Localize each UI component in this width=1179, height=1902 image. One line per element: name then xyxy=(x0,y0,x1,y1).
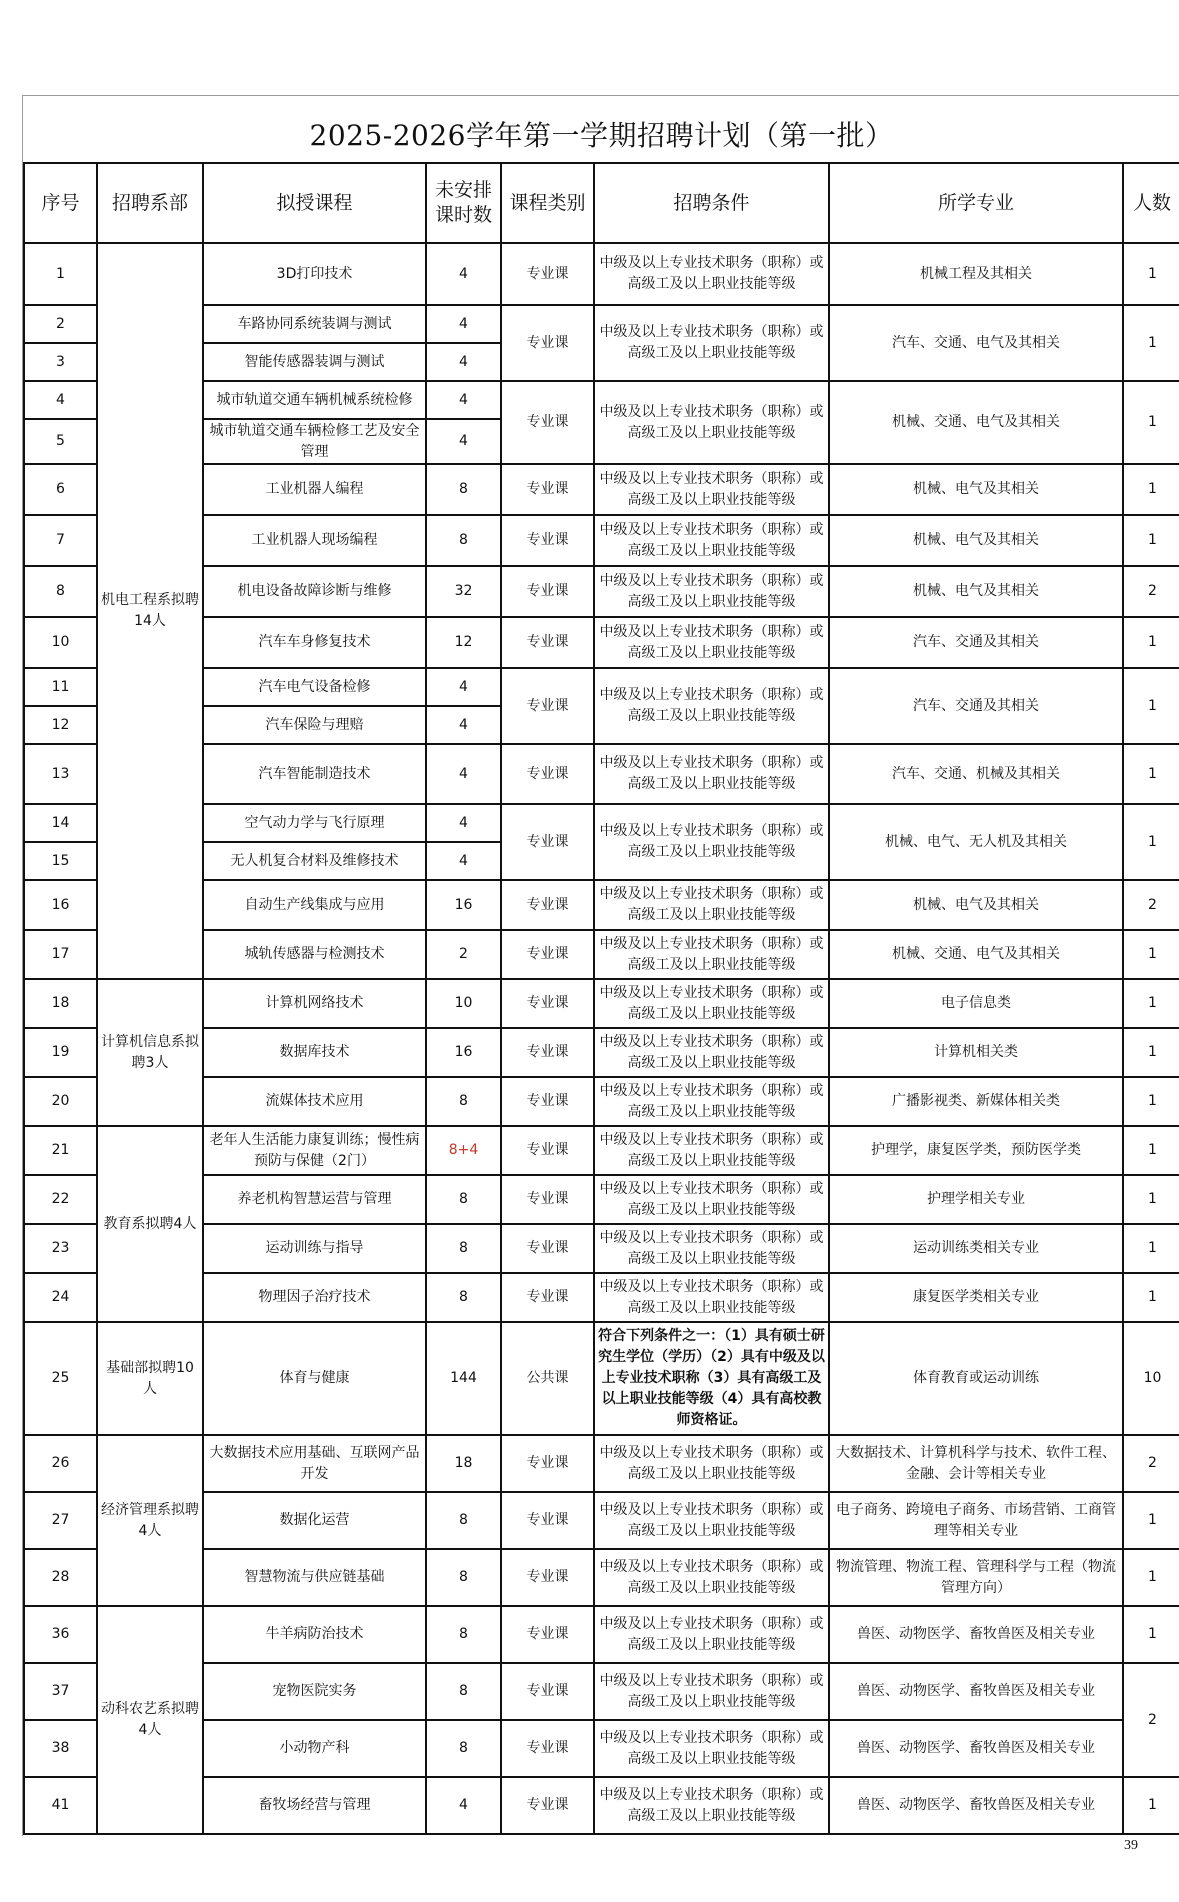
count-cell: 1 xyxy=(1123,668,1179,744)
major-cell: 汽车、交通及其相关 xyxy=(829,617,1123,668)
req-cell: 中级及以上专业技术职务（职称）或高级工及以上职业技能等级 xyxy=(594,1028,829,1077)
course-cell: 智能传感器装调与测试 xyxy=(203,343,426,381)
type-cell: 专业课 xyxy=(501,1273,594,1322)
course-cell: 牛羊病防治技术 xyxy=(203,1606,426,1663)
major-cell: 兽医、动物医学、畜牧兽医及相关专业 xyxy=(829,1663,1123,1720)
major-cell: 汽车、交通、电气及其相关 xyxy=(829,305,1123,381)
recruitment-sheet xyxy=(22,95,1179,1836)
header-dept: 招聘系部 xyxy=(97,163,203,243)
type-cell: 专业课 xyxy=(501,381,594,464)
seq-cell: 38 xyxy=(24,1720,97,1777)
count-cell: 1 xyxy=(1123,464,1179,515)
count-cell: 2 xyxy=(1123,1663,1179,1777)
hours-cell: 16 xyxy=(426,880,501,930)
page-title: 2025-2026学年第一学期招聘计划（第一批） xyxy=(309,119,894,152)
table-row xyxy=(24,1435,1179,1492)
seq-cell: 19 xyxy=(24,1028,97,1077)
seq-cell: 37 xyxy=(24,1663,97,1720)
hours-cell: 18 xyxy=(426,1435,501,1492)
type-cell: 专业课 xyxy=(501,930,594,979)
seq-cell: 17 xyxy=(24,930,97,979)
dept-cell: 机电工程系拟聘14人 xyxy=(97,243,203,979)
table-row xyxy=(24,1322,1179,1435)
major-cell: 机械、电气、无人机及其相关 xyxy=(829,804,1123,880)
count-cell: 1 xyxy=(1123,1273,1179,1322)
type-cell: 专业课 xyxy=(501,979,594,1028)
count-cell: 1 xyxy=(1123,1549,1179,1606)
count-cell: 1 xyxy=(1123,1606,1179,1663)
hours-cell: 16 xyxy=(426,1028,501,1077)
course-cell: 养老机构智慧运营与管理 xyxy=(203,1175,426,1224)
hours-cell: 12 xyxy=(426,617,501,668)
course-cell: 体育与健康 xyxy=(203,1322,426,1435)
course-cell: 汽车保险与理赔 xyxy=(203,706,426,744)
major-cell: 兽医、动物医学、畜牧兽医及相关专业 xyxy=(829,1777,1123,1834)
course-cell: 汽车车身修复技术 xyxy=(203,617,426,668)
type-cell: 专业课 xyxy=(501,566,594,617)
course-cell: 数据化运营 xyxy=(203,1492,426,1549)
req-cell: 中级及以上专业技术职务（职称）或高级工及以上职业技能等级 xyxy=(594,566,829,617)
hours-cell: 4 xyxy=(426,243,501,305)
req-cell: 中级及以上专业技术职务（职称）或高级工及以上职业技能等级 xyxy=(594,617,829,668)
req-cell: 中级及以上专业技术职务（职称）或高级工及以上职业技能等级 xyxy=(594,1663,829,1720)
seq-cell: 36 xyxy=(24,1606,97,1663)
req-cell: 中级及以上专业技术职务（职称）或高级工及以上职业技能等级 xyxy=(594,243,829,305)
seq-cell: 24 xyxy=(24,1273,97,1322)
course-cell: 数据库技术 xyxy=(203,1028,426,1077)
major-cell: 机械、电气及其相关 xyxy=(829,880,1123,930)
major-cell: 汽车、交通、机械及其相关 xyxy=(829,744,1123,804)
count-cell: 1 xyxy=(1123,930,1179,979)
req-cell: 中级及以上专业技术职务（职称）或高级工及以上职业技能等级 xyxy=(594,464,829,515)
dept-cell: 教育系拟聘4人 xyxy=(97,1126,203,1322)
course-cell: 自动生产线集成与应用 xyxy=(203,880,426,930)
seq-cell: 25 xyxy=(24,1322,97,1435)
seq-cell: 12 xyxy=(24,706,97,744)
hours-cell: 8 xyxy=(426,1549,501,1606)
req-cell: 中级及以上专业技术职务（职称）或高级工及以上职业技能等级 xyxy=(594,1549,829,1606)
table-row xyxy=(24,1126,1179,1175)
req-cell: 中级及以上专业技术职务（职称）或高级工及以上职业技能等级 xyxy=(594,1077,829,1126)
major-cell: 机械、电气及其相关 xyxy=(829,566,1123,617)
req-cell: 中级及以上专业技术职务（职称）或高级工及以上职业技能等级 xyxy=(594,1126,829,1175)
major-cell: 大数据技术、计算机科学与技术、软件工程、金融、会计等相关专业 xyxy=(829,1435,1123,1492)
count-cell: 1 xyxy=(1123,243,1179,305)
header-row xyxy=(24,163,1179,243)
type-cell: 专业课 xyxy=(501,668,594,744)
count-cell: 1 xyxy=(1123,305,1179,381)
hours-cell: 8 xyxy=(426,1175,501,1224)
course-cell: 畜牧场经营与管理 xyxy=(203,1777,426,1834)
header-type: 课程类别 xyxy=(501,163,594,243)
type-cell: 专业课 xyxy=(501,1777,594,1834)
hours-cell: 4 xyxy=(426,305,501,343)
major-cell: 护理学，康复医学类，预防医学类 xyxy=(829,1126,1123,1175)
hours-cell: 8+4 xyxy=(426,1126,501,1175)
major-cell: 机械、交通、电气及其相关 xyxy=(829,930,1123,979)
major-cell: 康复医学类相关专业 xyxy=(829,1273,1123,1322)
course-cell: 城市轨道交通车辆机械系统检修 xyxy=(203,381,426,419)
course-cell: 老年人生活能力康复训练；慢性病预防与保健（2门） xyxy=(203,1126,426,1175)
course-cell: 流媒体技术应用 xyxy=(203,1077,426,1126)
count-cell: 1 xyxy=(1123,744,1179,804)
seq-cell: 16 xyxy=(24,880,97,930)
course-cell: 小动物产科 xyxy=(203,1720,426,1777)
seq-cell: 4 xyxy=(24,381,97,419)
req-cell: 中级及以上专业技术职务（职称）或高级工及以上职业技能等级 xyxy=(594,1175,829,1224)
hours-cell: 8 xyxy=(426,1492,501,1549)
seq-cell: 2 xyxy=(24,305,97,343)
major-cell: 机械、交通、电气及其相关 xyxy=(829,381,1123,464)
seq-cell: 27 xyxy=(24,1492,97,1549)
type-cell: 专业课 xyxy=(501,305,594,381)
type-cell: 专业课 xyxy=(501,1549,594,1606)
req-cell: 中级及以上专业技术职务（职称）或高级工及以上职业技能等级 xyxy=(594,1606,829,1663)
hours-cell: 8 xyxy=(426,464,501,515)
course-cell: 汽车电气设备检修 xyxy=(203,668,426,706)
seq-cell: 23 xyxy=(24,1224,97,1273)
dept-cell: 基础部拟聘10人 xyxy=(97,1322,203,1435)
type-cell: 公共课 xyxy=(501,1322,594,1435)
type-cell: 专业课 xyxy=(501,1175,594,1224)
major-cell: 运动训练类相关专业 xyxy=(829,1224,1123,1273)
hours-cell: 4 xyxy=(426,419,501,464)
table-row xyxy=(24,243,1179,305)
count-cell: 2 xyxy=(1123,1435,1179,1492)
seq-cell: 22 xyxy=(24,1175,97,1224)
seq-cell: 10 xyxy=(24,617,97,668)
hours-cell: 144 xyxy=(426,1322,501,1435)
major-cell: 电子信息类 xyxy=(829,979,1123,1028)
hours-cell: 8 xyxy=(426,1606,501,1663)
table-row xyxy=(24,1606,1179,1663)
header-course: 拟授课程 xyxy=(203,163,426,243)
type-cell: 专业课 xyxy=(501,515,594,566)
count-cell: 1 xyxy=(1123,804,1179,880)
major-cell: 兽医、动物医学、畜牧兽医及相关专业 xyxy=(829,1720,1123,1777)
header-seq: 序号 xyxy=(24,163,97,243)
hours-cell: 8 xyxy=(426,1720,501,1777)
dept-cell: 经济管理系拟聘4人 xyxy=(97,1435,203,1606)
req-cell: 中级及以上专业技术职务（职称）或高级工及以上职业技能等级 xyxy=(594,930,829,979)
hours-cell: 4 xyxy=(426,744,501,804)
header-count: 人数 xyxy=(1123,163,1179,243)
seq-cell: 18 xyxy=(24,979,97,1028)
hours-cell: 4 xyxy=(426,706,501,744)
hours-cell: 32 xyxy=(426,566,501,617)
major-cell: 广播影视类、新媒体相关类 xyxy=(829,1077,1123,1126)
type-cell: 专业课 xyxy=(501,617,594,668)
course-cell: 智慧物流与供应链基础 xyxy=(203,1549,426,1606)
count-cell: 1 xyxy=(1123,1126,1179,1175)
type-cell: 专业课 xyxy=(501,1492,594,1549)
count-cell: 1 xyxy=(1123,617,1179,668)
seq-cell: 1 xyxy=(24,243,97,305)
course-cell: 计算机网络技术 xyxy=(203,979,426,1028)
course-cell: 物理因子治疗技术 xyxy=(203,1273,426,1322)
course-cell: 工业机器人现场编程 xyxy=(203,515,426,566)
count-cell: 2 xyxy=(1123,566,1179,617)
hours-cell: 4 xyxy=(426,804,501,842)
count-cell: 1 xyxy=(1123,1224,1179,1273)
course-cell: 大数据技术应用基础、互联网产品开发 xyxy=(203,1435,426,1492)
page-number: 39 xyxy=(1124,1838,1138,1853)
hours-cell: 2 xyxy=(426,930,501,979)
type-cell: 专业课 xyxy=(501,1435,594,1492)
count-cell: 1 xyxy=(1123,979,1179,1028)
type-cell: 专业课 xyxy=(501,1126,594,1175)
type-cell: 专业课 xyxy=(501,1720,594,1777)
type-cell: 专业课 xyxy=(501,1606,594,1663)
req-cell: 中级及以上专业技术职务（职称）或高级工及以上职业技能等级 xyxy=(594,1492,829,1549)
req-cell: 中级及以上专业技术职务（职称）或高级工及以上职业技能等级 xyxy=(594,1273,829,1322)
hours-cell: 8 xyxy=(426,1077,501,1126)
course-cell: 3D打印技术 xyxy=(203,243,426,305)
header-major: 所学专业 xyxy=(829,163,1123,243)
hours-cell: 4 xyxy=(426,343,501,381)
major-cell: 机械、电气及其相关 xyxy=(829,464,1123,515)
major-cell: 护理学相关专业 xyxy=(829,1175,1123,1224)
req-cell: 中级及以上专业技术职务（职称）或高级工及以上职业技能等级 xyxy=(594,668,829,744)
course-cell: 汽车智能制造技术 xyxy=(203,744,426,804)
major-cell: 电子商务、跨境电子商务、市场营销、工商管理等相关专业 xyxy=(829,1492,1123,1549)
course-cell: 宠物医院实务 xyxy=(203,1663,426,1720)
seq-cell: 6 xyxy=(24,464,97,515)
count-cell: 1 xyxy=(1123,1028,1179,1077)
seq-cell: 7 xyxy=(24,515,97,566)
major-cell: 机械工程及其相关 xyxy=(829,243,1123,305)
count-cell: 1 xyxy=(1123,1077,1179,1126)
count-cell: 1 xyxy=(1123,1175,1179,1224)
req-cell: 中级及以上专业技术职务（职称）或高级工及以上职业技能等级 xyxy=(594,305,829,381)
major-cell: 体育教育或运动训练 xyxy=(829,1322,1123,1435)
major-cell: 物流管理、物流工程、管理科学与工程（物流管理方向） xyxy=(829,1549,1123,1606)
seq-cell: 26 xyxy=(24,1435,97,1492)
table-row xyxy=(24,979,1179,1028)
req-cell: 中级及以上专业技术职务（职称）或高级工及以上职业技能等级 xyxy=(594,1224,829,1273)
count-cell: 1 xyxy=(1123,1777,1179,1834)
type-cell: 专业课 xyxy=(501,243,594,305)
type-cell: 专业课 xyxy=(501,804,594,880)
req-cell: 中级及以上专业技术职务（职称）或高级工及以上职业技能等级 xyxy=(594,1777,829,1834)
header-req: 招聘条件 xyxy=(594,163,829,243)
seq-cell: 41 xyxy=(24,1777,97,1834)
type-cell: 专业课 xyxy=(501,744,594,804)
dept-cell: 动科农艺系拟聘4人 xyxy=(97,1606,203,1834)
seq-cell: 14 xyxy=(24,804,97,842)
req-cell: 中级及以上专业技术职务（职称）或高级工及以上职业技能等级 xyxy=(594,979,829,1028)
req-cell: 中级及以上专业技术职务（职称）或高级工及以上职业技能等级 xyxy=(594,880,829,930)
seq-cell: 20 xyxy=(24,1077,97,1126)
type-cell: 专业课 xyxy=(501,1224,594,1273)
dept-cell: 计算机信息系拟聘3人 xyxy=(97,979,203,1126)
seq-cell: 3 xyxy=(24,343,97,381)
course-cell: 工业机器人编程 xyxy=(203,464,426,515)
type-cell: 专业课 xyxy=(501,1663,594,1720)
hours-cell: 8 xyxy=(426,1663,501,1720)
hours-cell: 8 xyxy=(426,1224,501,1273)
course-cell: 无人机复合材料及维修技术 xyxy=(203,842,426,880)
hours-cell: 4 xyxy=(426,842,501,880)
req-cell: 中级及以上专业技术职务（职称）或高级工及以上职业技能等级 xyxy=(594,1435,829,1492)
major-cell: 机械、电气及其相关 xyxy=(829,515,1123,566)
hours-cell: 4 xyxy=(426,668,501,706)
seq-cell: 13 xyxy=(24,744,97,804)
hours-cell: 4 xyxy=(426,381,501,419)
hours-cell: 8 xyxy=(426,1273,501,1322)
major-cell: 计算机相关类 xyxy=(829,1028,1123,1077)
req-cell: 中级及以上专业技术职务（职称）或高级工及以上职业技能等级 xyxy=(594,744,829,804)
seq-cell: 8 xyxy=(24,566,97,617)
major-cell: 汽车、交通及其相关 xyxy=(829,668,1123,744)
seq-cell: 15 xyxy=(24,842,97,880)
seq-cell: 11 xyxy=(24,668,97,706)
count-cell: 2 xyxy=(1123,880,1179,930)
seq-cell: 21 xyxy=(24,1126,97,1175)
seq-cell: 28 xyxy=(24,1549,97,1606)
seq-cell: 5 xyxy=(24,419,97,464)
major-cell: 兽医、动物医学、畜牧兽医及相关专业 xyxy=(829,1606,1123,1663)
count-cell: 10 xyxy=(1123,1322,1179,1435)
type-cell: 专业课 xyxy=(501,1028,594,1077)
req-cell: 中级及以上专业技术职务（职称）或高级工及以上职业技能等级 xyxy=(594,381,829,464)
course-cell: 城轨传感器与检测技术 xyxy=(203,930,426,979)
count-cell: 1 xyxy=(1123,1492,1179,1549)
header-hours: 未安排课时数 xyxy=(426,163,501,243)
course-cell: 机电设备故障诊断与维修 xyxy=(203,566,426,617)
count-cell: 1 xyxy=(1123,381,1179,464)
course-cell: 城市轨道交通车辆检修工艺及安全管理 xyxy=(203,419,426,464)
hours-cell: 10 xyxy=(426,979,501,1028)
req-cell: 中级及以上专业技术职务（职称）或高级工及以上职业技能等级 xyxy=(594,1720,829,1777)
course-cell: 运动训练与指导 xyxy=(203,1224,426,1273)
recruitment-table xyxy=(23,162,1179,1835)
hours-cell: 4 xyxy=(426,1777,501,1834)
type-cell: 专业课 xyxy=(501,880,594,930)
req-cell: 中级及以上专业技术职务（职称）或高级工及以上职业技能等级 xyxy=(594,515,829,566)
count-cell: 1 xyxy=(1123,515,1179,566)
course-cell: 空气动力学与飞行原理 xyxy=(203,804,426,842)
type-cell: 专业课 xyxy=(501,1077,594,1126)
req-cell: 中级及以上专业技术职务（职称）或高级工及以上职业技能等级 xyxy=(594,804,829,880)
type-cell: 专业课 xyxy=(501,464,594,515)
course-cell: 车路协同系统装调与测试 xyxy=(203,305,426,343)
hours-cell: 8 xyxy=(426,515,501,566)
req-cell: 符合下列条件之一：（1）具有硕士研究生学位（学历）（2）具有中级及以上专业技术职称（3）具有高级工及以上职业技能等级（4）具有高校教师资格证。 xyxy=(594,1322,829,1435)
